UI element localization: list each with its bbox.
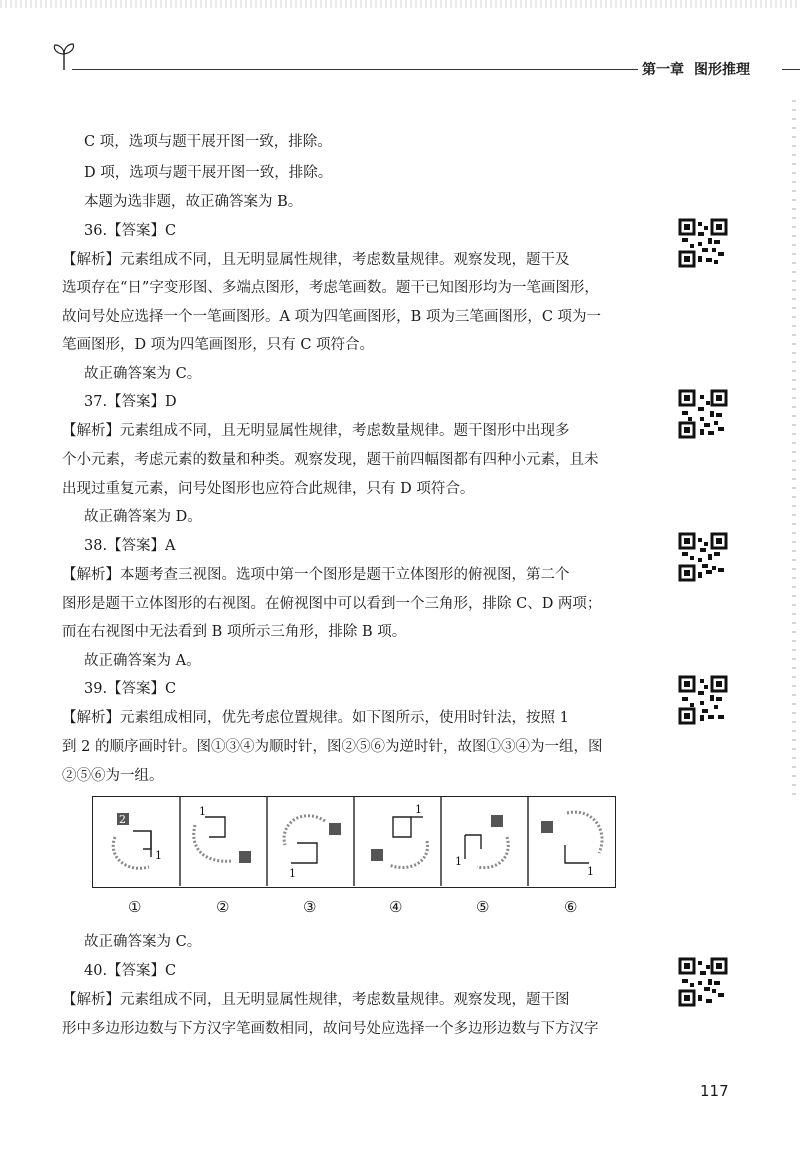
answer-line-39: 39.【答案】C: [84, 681, 177, 697]
analysis-36: 笔画图形，D 项为四笔画图形，只有 C 项符合。: [62, 337, 375, 353]
figure-cell-2: [194, 817, 251, 863]
digit-label: 1: [199, 805, 206, 818]
scan-noise: [0, 0, 800, 8]
header-rule: [72, 69, 638, 70]
clock-figures: [93, 797, 615, 886]
analysis-36: 选项存在“日”字变形图、多端点图形，考虑笔画数。题干已知图形均为一笔画图形，: [62, 280, 599, 296]
digit-label: 2: [119, 813, 126, 826]
figure-label-2: ②: [216, 898, 230, 916]
qr-code-icon[interactable]: [678, 389, 728, 439]
analysis-40: 形中多边形边数与下方汉字笔画数相同，故问号处应选择一个多边形边数与下方汉字: [62, 1021, 599, 1037]
figure-label-4: ④: [389, 898, 403, 916]
digit-label: 1: [455, 855, 462, 868]
figure-cell-6: [541, 812, 602, 863]
digit-label: 1: [415, 803, 422, 816]
qr-code-icon[interactable]: [678, 532, 728, 582]
page-number: 117: [700, 1082, 729, 1100]
chapter-title: 第一章 图形推理: [642, 62, 750, 78]
analysis-37: 个小元素，考虑元素的数量和种类。观察发现，题干前四幅图都有四种小元素，且未: [62, 452, 599, 468]
analysis-40: 【解析】元素组成不同，且无明显属性规律，考虑数量规律。观察发现，题干图: [62, 992, 570, 1008]
conclusion-38: 故正确答案为 A。: [84, 653, 201, 669]
figure-cell-4: [371, 817, 428, 868]
answer-line-37: 37.【答案】D: [84, 394, 177, 410]
qr-code-icon[interactable]: [678, 218, 728, 268]
figure-label-6: ⑥: [564, 898, 578, 916]
header-rule-right: [782, 69, 800, 70]
body-line: C 项，选项与题干展开图一致，排除。: [84, 134, 332, 150]
body-line: 本题为选非题，故正确答案为 B。: [84, 194, 303, 210]
analysis-38: 而在右视图中无法看到 B 项所示三角形，排除 B 项。: [62, 624, 407, 640]
figure-label-5: ⑤: [476, 898, 490, 916]
running-header: [50, 40, 792, 80]
digit-label: 1: [289, 867, 296, 880]
figure-cell-5: [465, 815, 508, 868]
analysis-38: 【解析】本题考查三视图。选项中第一个图形是题干立体图形的俯视图，第二个: [62, 567, 570, 583]
figure-label-1: ①: [128, 898, 142, 916]
conclusion-39: 故正确答案为 C。: [84, 934, 202, 950]
analysis-39: 到 2 的顺序画时针。图①③④为顺时针，图②⑤⑥为逆时针，故图①③④为一组，图: [62, 739, 603, 755]
digit-label: 1: [155, 849, 162, 862]
analysis-39: ②⑤⑥为一组。: [62, 768, 164, 784]
sprout-icon: [50, 42, 78, 72]
figure-cell-3: [284, 816, 341, 863]
answer-line-38: 38.【答案】A: [84, 538, 176, 554]
analysis-37: 【解析】元素组成不同，且无明显属性规律，考虑数量规律。题干图形中出现多: [62, 423, 570, 439]
qr-code-icon[interactable]: [678, 957, 728, 1007]
analysis-38: 图形是题干立体图形的右视图。在俯视图中可以看到一个三角形，排除 C、D 两项；: [62, 596, 602, 612]
scan-edge: [792, 100, 796, 800]
conclusion-36: 故正确答案为 C。: [84, 366, 202, 382]
body-line: D 项，选项与题干展开图一致，排除。: [84, 165, 333, 181]
analysis-36: 【解析】元素组成不同，且无明显属性规律，考虑数量规律。观察发现，题干及: [62, 252, 570, 268]
analysis-39: 【解析】元素组成相同，优先考虑位置规律。如下图所示，使用时针法，按照 1: [62, 710, 569, 726]
qr-code-icon[interactable]: [678, 675, 728, 725]
analysis-36: 故问号处应选择一个一笔画图形。A 项为四笔画图形，B 项为三笔画图形，C 项为一: [62, 309, 602, 325]
conclusion-37: 故正确答案为 D。: [84, 509, 202, 525]
analysis-37: 出现过重复元素，问号处图形也应符合此规律，只有 D 项符合。: [62, 481, 475, 497]
clock-figure-strip: [92, 796, 616, 888]
answer-line-40: 40.【答案】C: [84, 963, 177, 979]
answer-line-36: 36.【答案】C: [84, 223, 177, 239]
digit-label: 1: [587, 865, 594, 878]
figure-label-3: ③: [303, 898, 317, 916]
